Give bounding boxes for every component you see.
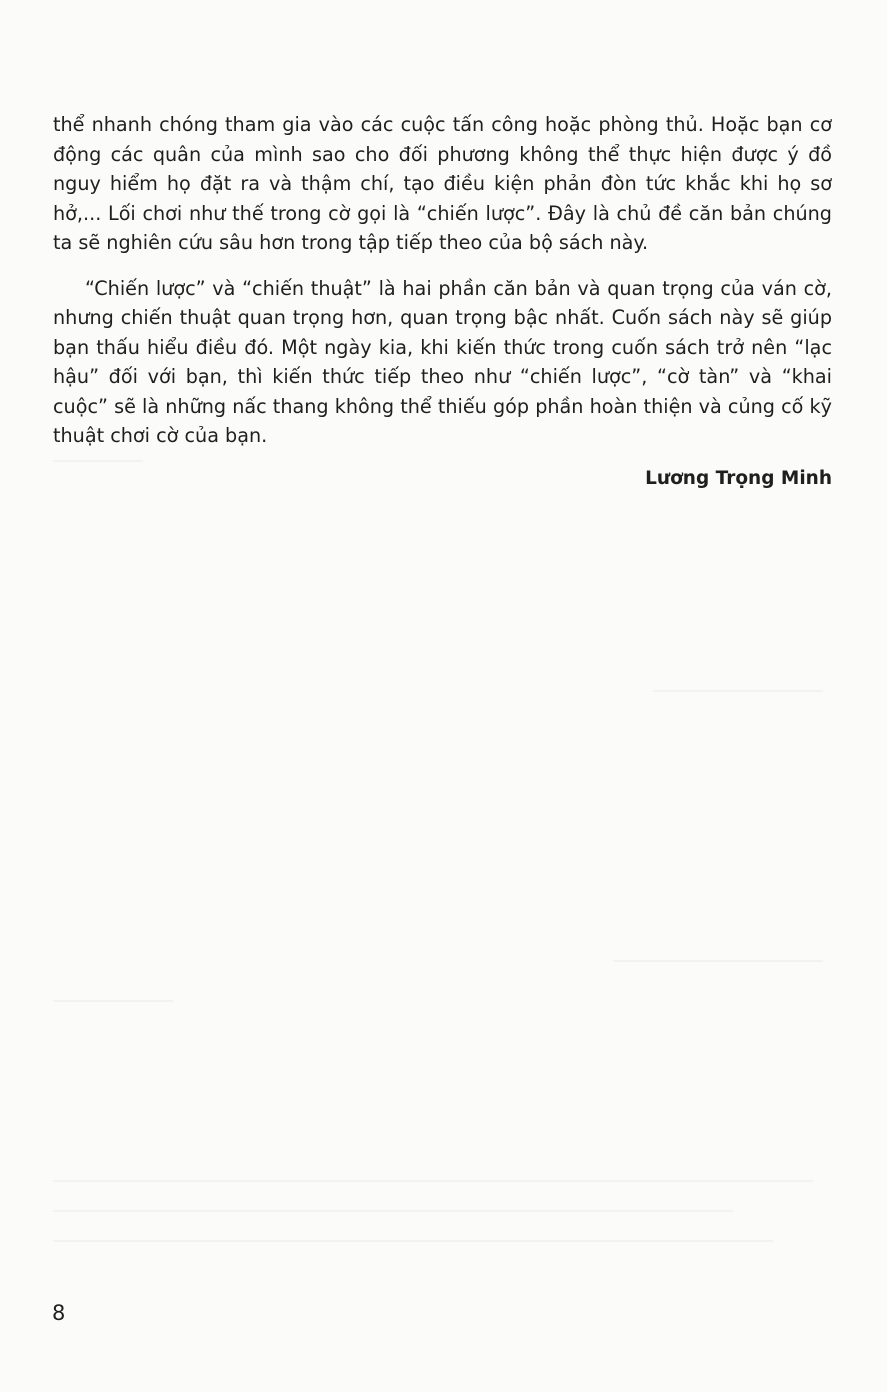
paragraph-2: “Chiến lược” và “chiến thuật” là hai phần căn bản và quan trọng của ván cờ, nhưng chiến thuật quan trọng hơn, quan trọng bậc nhất. Cuốn sách này sẽ giúp bạn thấu hiểu điều đó. Một ngày kia, khi kiến thức trong cuốn sách trở nên “lạc hậu” đối với bạn, thì kiến thức tiếp theo như “chiến lược”, “cờ tàn” và “khai cuộc” sẽ là những nấc thang không thể thiếu góp phần hoàn thiện và củng cố kỹ thuật chơi cờ của bạn. xyxy=(53,276,832,447)
author-signature: Lương Trọng Minh xyxy=(645,467,832,489)
bleed-through-texture xyxy=(53,440,832,1260)
page-body xyxy=(53,110,832,493)
page-number: 8 xyxy=(52,1301,66,1325)
paragraph-1: thể nhanh chóng tham gia vào các cuộc tấn công hoặc phòng thủ. Hoặc bạn cơ động các quân của mình sao cho đối phương không thể thực hiện được ý đồ nguy hiểm họ đặt ra và thậm chí, tạo điều kiện phản đòn tức khắc khi họ sơ hở,... Lối chơi như thế trong cờ gọi là “chiến lược”. Đây là chủ đề căn bản chúng ta sẽ nghiên cứu sâu hơn trong tập tiếp theo của bộ sách này. xyxy=(53,113,832,254)
